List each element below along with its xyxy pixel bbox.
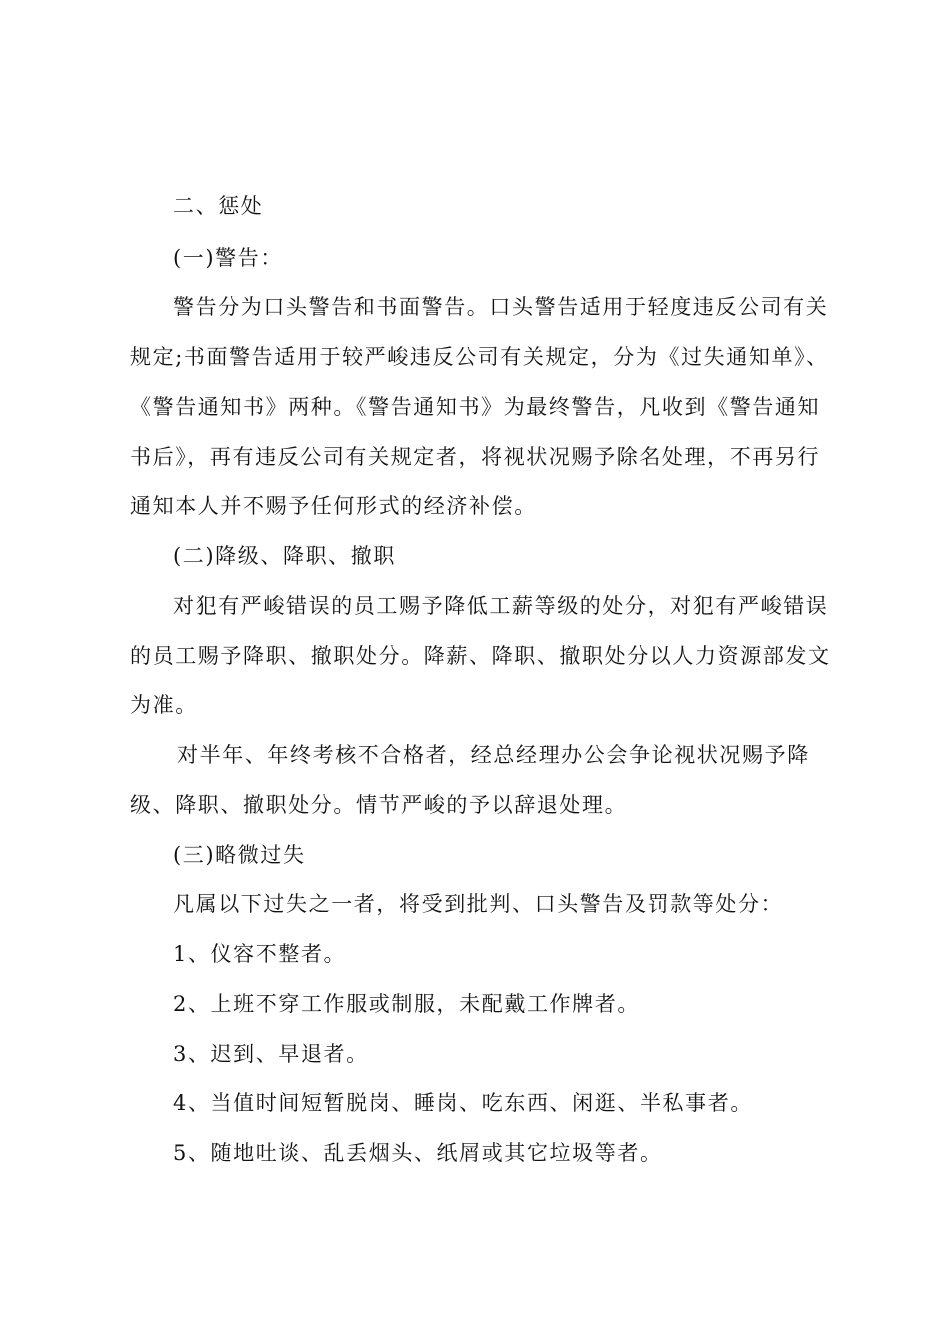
warning-line-1: 警告分为口头警告和书面警告。口头警告适用于轻度违反公司有关 [173, 295, 829, 319]
section-title: 二、惩处 [173, 194, 264, 218]
demotion-para1-line-2: 的员工赐予降职、撤职处分。降薪、降职、撤职处分以人力资源部发文 [130, 644, 831, 668]
minor-heading: (三)略微过失 [173, 843, 306, 867]
minor-item-3: 3、迟到、早退者。 [173, 1042, 369, 1066]
demotion-para2-line-2: 级、降职、撤职处分。情节严峻的予以辞退处理。 [130, 793, 628, 817]
warning-heading: (一)警告： [173, 246, 283, 270]
demotion-para1-line-3: 为准。 [130, 693, 198, 717]
demotion-para2-line-1: 对半年、年终考核不合格者，经总经理办公会争论视状况赐予降 [177, 743, 810, 767]
warning-line-3: 《警告通知书》两种。《警告通知书》为最终警告，凡收到《警告通知 [130, 395, 821, 419]
minor-intro: 凡属以下过失之一者，将受到批判、口头警告及罚款等处分： [173, 892, 784, 916]
demotion-heading: (二)降级、降职、撤职 [173, 544, 396, 568]
minor-item-2: 2、上班不穿工作服或制服，未配戴工作牌者。 [173, 992, 640, 1016]
minor-item-4: 4、当值时间短暂脱岗、睡岗、吃东西、闲逛、半私事者。 [173, 1091, 753, 1115]
warning-line-2: 规定;书面警告适用于较严峻违反公司有关规定，分为《过失通知单》、 [130, 345, 829, 369]
warning-line-5: 通知本人并不赐予任何形式的经济补偿。 [130, 494, 537, 518]
minor-item-5: 5、随地吐谈、乱丢烟头、纸屑或其它垃圾等者。 [173, 1141, 663, 1165]
minor-item-1: 1、仪容不整者。 [173, 942, 347, 966]
warning-line-4: 书后》，再有违反公司有关规定者，将视状况赐予除名处理，不再另行 [130, 445, 821, 469]
demotion-para1-line-1: 对犯有严峻错误的员工赐予降低工薪等级的处分，对犯有严峻错误 [173, 594, 829, 618]
